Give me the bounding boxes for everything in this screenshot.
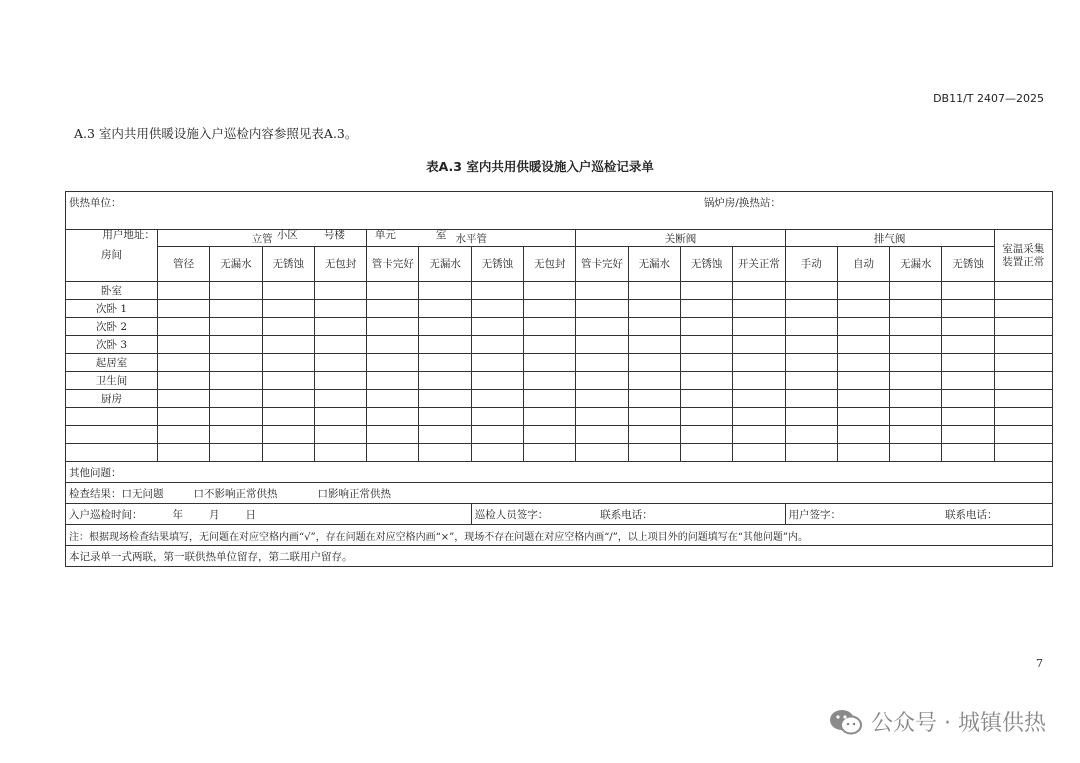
check-cell[interactable] — [837, 390, 889, 408]
unit-line — [69, 195, 1049, 211]
check-cell[interactable] — [419, 354, 471, 372]
check-cell[interactable] — [524, 444, 576, 462]
check-cell[interactable] — [576, 408, 628, 426]
check-cell[interactable] — [837, 300, 889, 318]
check-cell[interactable] — [890, 300, 942, 318]
check-cell[interactable] — [524, 408, 576, 426]
table-row — [66, 300, 1053, 318]
check-cell[interactable] — [733, 336, 785, 354]
check-cell[interactable] — [210, 390, 262, 408]
check-cell[interactable] — [733, 408, 785, 426]
check-cell[interactable] — [262, 372, 314, 390]
check-cell[interactable] — [367, 444, 419, 462]
table-row — [66, 444, 1053, 462]
table-row — [66, 390, 1053, 408]
check-cell[interactable] — [628, 336, 680, 354]
check-cell[interactable] — [628, 444, 680, 462]
check-cell[interactable] — [942, 282, 994, 300]
check-cell[interactable] — [210, 444, 262, 462]
check-cell[interactable] — [576, 354, 628, 372]
column-sub-header: 无漏水 — [890, 247, 942, 282]
sub-header-row — [66, 247, 1053, 282]
result-row — [66, 483, 1053, 504]
check-cell[interactable] — [419, 408, 471, 426]
check-cell[interactable] — [733, 390, 785, 408]
check-cell[interactable] — [367, 318, 419, 336]
check-cell[interactable] — [524, 282, 576, 300]
check-cell[interactable] — [262, 426, 314, 444]
check-cell[interactable] — [158, 408, 210, 426]
room-name-cell: 次卧 1 — [66, 300, 158, 318]
info-row — [66, 192, 1053, 230]
intro-paragraph: A.3 室内共用供暖设施入户巡检内容参照见表A.3。 — [74, 126, 358, 141]
check-cell[interactable] — [419, 282, 471, 300]
check-cell[interactable] — [524, 336, 576, 354]
check-cell[interactable] — [158, 300, 210, 318]
table-row — [66, 336, 1053, 354]
check-cell[interactable] — [419, 426, 471, 444]
check-cell[interactable] — [314, 372, 366, 390]
check-cell[interactable] — [314, 444, 366, 462]
note-row — [66, 525, 1053, 546]
check-cell[interactable] — [680, 318, 732, 336]
table-row — [66, 372, 1053, 390]
check-cell[interactable] — [210, 372, 262, 390]
check-cell[interactable] — [367, 372, 419, 390]
check-cell[interactable] — [733, 444, 785, 462]
check-cell[interactable] — [576, 372, 628, 390]
check-cell[interactable] — [994, 354, 1052, 372]
wechat-icon — [829, 709, 863, 735]
check-cell[interactable] — [471, 300, 523, 318]
check-cell[interactable] — [942, 390, 994, 408]
check-cell[interactable] — [262, 390, 314, 408]
column-sub-header: 无锈蚀 — [471, 247, 523, 282]
check-cell[interactable] — [890, 318, 942, 336]
check-cell[interactable] — [524, 318, 576, 336]
check-cell[interactable] — [314, 282, 366, 300]
date-year: 年 — [172, 508, 183, 521]
check-cell[interactable] — [994, 426, 1052, 444]
check-cell[interactable] — [419, 300, 471, 318]
check-cell[interactable] — [942, 336, 994, 354]
address-part-community: 小区 — [276, 229, 298, 241]
check-cell[interactable] — [576, 300, 628, 318]
check-cell[interactable] — [785, 354, 837, 372]
other-issues-row — [66, 462, 1053, 483]
check-cell[interactable] — [994, 282, 1052, 300]
page-number: 7 — [1036, 657, 1043, 670]
check-cell[interactable] — [785, 444, 837, 462]
check-cell[interactable] — [367, 354, 419, 372]
check-cell[interactable] — [576, 390, 628, 408]
check-cell[interactable] — [471, 282, 523, 300]
check-cell[interactable] — [785, 408, 837, 426]
table-row — [66, 426, 1053, 444]
check-cell[interactable] — [837, 336, 889, 354]
check-cell[interactable] — [628, 282, 680, 300]
column-sub-header: 无漏水 — [628, 247, 680, 282]
column-sub-header: 无锈蚀 — [262, 247, 314, 282]
check-cell[interactable] — [158, 336, 210, 354]
check-cell[interactable] — [471, 426, 523, 444]
check-cell[interactable] — [367, 390, 419, 408]
room-name-cell: 起居室 — [66, 354, 158, 372]
check-cell[interactable] — [262, 282, 314, 300]
result-label: 检查结果： — [69, 487, 122, 500]
check-cell[interactable] — [576, 426, 628, 444]
check-cell[interactable] — [210, 426, 262, 444]
check-cell[interactable] — [210, 318, 262, 336]
check-cell[interactable] — [210, 408, 262, 426]
check-cell[interactable] — [733, 318, 785, 336]
check-cell[interactable] — [994, 300, 1052, 318]
check-cell[interactable] — [314, 300, 366, 318]
check-cell[interactable] — [890, 408, 942, 426]
check-cell[interactable] — [785, 372, 837, 390]
room-temp-collector-header: 室温采集装置正常 — [994, 230, 1052, 282]
check-cell[interactable] — [367, 408, 419, 426]
check-cell[interactable] — [994, 336, 1052, 354]
check-cell[interactable] — [733, 372, 785, 390]
other-issues-cell[interactable] — [66, 462, 1053, 483]
check-cell[interactable] — [733, 426, 785, 444]
room-header: 房间 — [66, 230, 158, 282]
result-cell — [66, 483, 1053, 504]
check-cell[interactable] — [524, 426, 576, 444]
check-cell[interactable] — [680, 300, 732, 318]
visit-time-cell[interactable] — [66, 504, 472, 525]
check-cell[interactable] — [890, 390, 942, 408]
check-cell[interactable] — [785, 390, 837, 408]
check-cell[interactable] — [262, 336, 314, 354]
check-cell[interactable] — [471, 408, 523, 426]
check-cell[interactable] — [994, 318, 1052, 336]
check-cell[interactable] — [942, 444, 994, 462]
check-cell[interactable] — [367, 336, 419, 354]
check-cell[interactable] — [942, 300, 994, 318]
column-sub-header: 管卡完好 — [367, 247, 419, 282]
check-cell[interactable] — [628, 372, 680, 390]
copies-cell — [66, 546, 1053, 567]
column-group-header: 排气阀 — [785, 230, 994, 247]
check-cell[interactable] — [680, 372, 732, 390]
visit-time-label: 入户巡检时间： — [69, 508, 143, 521]
check-cell[interactable] — [837, 282, 889, 300]
check-cell[interactable] — [994, 390, 1052, 408]
check-cell[interactable] — [628, 390, 680, 408]
check-cell[interactable] — [680, 426, 732, 444]
check-cell[interactable] — [367, 282, 419, 300]
check-cell[interactable] — [680, 444, 732, 462]
check-cell[interactable] — [524, 300, 576, 318]
check-cell[interactable] — [419, 336, 471, 354]
check-cell[interactable] — [576, 336, 628, 354]
check-cell[interactable] — [367, 300, 419, 318]
copies-row — [66, 546, 1053, 567]
check-cell[interactable] — [680, 354, 732, 372]
check-cell[interactable] — [680, 282, 732, 300]
column-group-header: 水平管 — [367, 230, 576, 247]
check-cell[interactable] — [837, 408, 889, 426]
table-row — [66, 318, 1053, 336]
check-cell[interactable] — [471, 354, 523, 372]
check-cell[interactable] — [471, 390, 523, 408]
check-cell[interactable] — [890, 426, 942, 444]
check-cell[interactable] — [314, 318, 366, 336]
inspector-sign-label: 巡检人员签字： — [474, 508, 549, 521]
check-cell[interactable] — [837, 372, 889, 390]
check-cell[interactable] — [628, 318, 680, 336]
table-title: 表A.3 室内共用供暖设施入户巡检记录单 — [426, 159, 654, 174]
inspector-phone-label: 联系电话： — [600, 508, 653, 521]
table-row — [66, 354, 1053, 372]
check-cell[interactable] — [733, 282, 785, 300]
room-name-cell — [66, 426, 158, 444]
result-option-major[interactable]: 口影响正常供热 — [317, 487, 391, 500]
check-cell[interactable] — [210, 300, 262, 318]
date-month: 月 — [209, 508, 220, 521]
check-cell[interactable] — [210, 336, 262, 354]
check-cell[interactable] — [628, 354, 680, 372]
check-cell[interactable] — [942, 354, 994, 372]
check-cell[interactable] — [158, 282, 210, 300]
check-cell[interactable] — [785, 300, 837, 318]
check-cell[interactable] — [314, 354, 366, 372]
check-cell[interactable] — [628, 408, 680, 426]
check-cell[interactable] — [733, 354, 785, 372]
check-cell[interactable] — [524, 354, 576, 372]
check-cell[interactable] — [158, 390, 210, 408]
check-cell[interactable] — [680, 336, 732, 354]
check-cell[interactable] — [314, 426, 366, 444]
column-sub-header: 无包封 — [314, 247, 366, 282]
column-sub-header: 无漏水 — [210, 247, 262, 282]
room-name-cell — [66, 444, 158, 462]
column-sub-header: 管径 — [158, 247, 210, 282]
station-label: 锅炉房/换热站： — [703, 197, 781, 209]
column-sub-header: 管卡完好 — [576, 247, 628, 282]
check-cell[interactable] — [158, 426, 210, 444]
standard-code: DB11/T 2407—2025 — [933, 92, 1044, 105]
check-cell[interactable] — [471, 336, 523, 354]
check-cell[interactable] — [890, 336, 942, 354]
check-cell[interactable] — [890, 372, 942, 390]
copies-text: 本记录单一式两联，第一联供热单位留存，第二联用户留存。 — [69, 550, 353, 563]
signature-row — [66, 504, 1053, 525]
user-sign-label: 用户签字： — [788, 508, 842, 521]
check-cell[interactable] — [942, 426, 994, 444]
column-group-header: 立管 — [158, 230, 367, 247]
check-cell[interactable] — [314, 336, 366, 354]
check-cell[interactable] — [576, 318, 628, 336]
check-cell[interactable] — [262, 318, 314, 336]
check-cell[interactable] — [419, 390, 471, 408]
check-cell[interactable] — [471, 372, 523, 390]
check-cell[interactable] — [262, 408, 314, 426]
other-issues-label: 其他问题： — [69, 466, 122, 479]
check-cell[interactable] — [314, 408, 366, 426]
room-name-cell: 卫生间 — [66, 372, 158, 390]
column-sub-header: 自动 — [837, 247, 889, 282]
watermark-text: 公众号 · 城镇供热 — [871, 711, 1046, 736]
check-cell[interactable] — [524, 390, 576, 408]
check-cell[interactable] — [994, 372, 1052, 390]
check-cell[interactable] — [942, 318, 994, 336]
user-cell[interactable] — [785, 504, 1052, 525]
check-cell[interactable] — [890, 354, 942, 372]
column-sub-header: 无漏水 — [419, 247, 471, 282]
check-cell[interactable] — [680, 390, 732, 408]
check-cell[interactable] — [158, 372, 210, 390]
check-cell[interactable] — [994, 408, 1052, 426]
check-cell[interactable] — [419, 444, 471, 462]
check-cell[interactable] — [785, 426, 837, 444]
check-cell[interactable] — [158, 354, 210, 372]
column-sub-header: 无锈蚀 — [680, 247, 732, 282]
address-part-building: 号楼 — [323, 229, 345, 241]
address-part-unit: 单元 — [374, 229, 396, 241]
result-option-minor[interactable]: 口不影响正常供热 — [193, 487, 278, 500]
check-cell[interactable] — [890, 444, 942, 462]
room-name-cell: 次卧 3 — [66, 336, 158, 354]
check-cell[interactable] — [471, 444, 523, 462]
check-cell[interactable] — [785, 318, 837, 336]
check-cell[interactable] — [419, 318, 471, 336]
check-cell[interactable] — [837, 426, 889, 444]
check-cell[interactable] — [680, 408, 732, 426]
column-group-header: 关断阀 — [576, 230, 785, 247]
watermark — [829, 706, 1046, 737]
column-sub-header: 无包封 — [524, 247, 576, 282]
check-cell[interactable] — [628, 300, 680, 318]
check-cell[interactable] — [785, 336, 837, 354]
check-cell[interactable] — [158, 318, 210, 336]
check-cell[interactable] — [837, 354, 889, 372]
note-text: 注：根据现场检查结果填写，无问题在对应空格内画“√”，存在问题在对应空格内画“×”，现场不存在问题在对应空格内画“/”，以上项目外的问题填写在“其他问题”内。 — [69, 531, 809, 543]
room-name-cell: 卧室 — [66, 282, 158, 300]
check-cell[interactable] — [262, 354, 314, 372]
note-cell — [66, 525, 1053, 546]
inspection-record-table — [65, 191, 1053, 567]
unit-label: 供热单位： — [69, 197, 122, 209]
check-cell[interactable] — [785, 282, 837, 300]
check-cell[interactable] — [210, 282, 262, 300]
column-sub-header: 无锈蚀 — [942, 247, 994, 282]
date-day: 日 — [245, 508, 256, 521]
check-cell[interactable] — [158, 444, 210, 462]
check-cell[interactable] — [942, 372, 994, 390]
column-sub-header: 开关正常 — [733, 247, 785, 282]
check-cell[interactable] — [524, 372, 576, 390]
column-sub-header: 手动 — [785, 247, 837, 282]
room-name-cell: 次卧 2 — [66, 318, 158, 336]
result-option-no-issue[interactable]: 口无问题 — [121, 487, 164, 500]
check-cell[interactable] — [471, 318, 523, 336]
check-cell[interactable] — [262, 444, 314, 462]
check-cell[interactable] — [262, 300, 314, 318]
check-cell[interactable] — [837, 444, 889, 462]
table-row — [66, 282, 1053, 300]
check-cell[interactable] — [733, 300, 785, 318]
check-cell[interactable] — [942, 408, 994, 426]
room-name-cell: 厨房 — [66, 390, 158, 408]
check-cell[interactable] — [628, 426, 680, 444]
inspector-cell[interactable] — [471, 504, 785, 525]
address-label: 用户地址： — [102, 229, 155, 241]
check-cell[interactable] — [837, 318, 889, 336]
user-phone-label: 联系电话： — [945, 508, 998, 521]
check-cell[interactable] — [367, 426, 419, 444]
check-cell[interactable] — [419, 372, 471, 390]
table-row — [66, 408, 1053, 426]
check-cell[interactable] — [576, 282, 628, 300]
check-cell[interactable] — [576, 444, 628, 462]
check-cell[interactable] — [890, 282, 942, 300]
address-part-room: 室 — [435, 229, 447, 241]
check-cell[interactable] — [210, 354, 262, 372]
check-cell[interactable] — [314, 390, 366, 408]
room-name-cell — [66, 408, 158, 426]
check-cell[interactable] — [994, 444, 1052, 462]
